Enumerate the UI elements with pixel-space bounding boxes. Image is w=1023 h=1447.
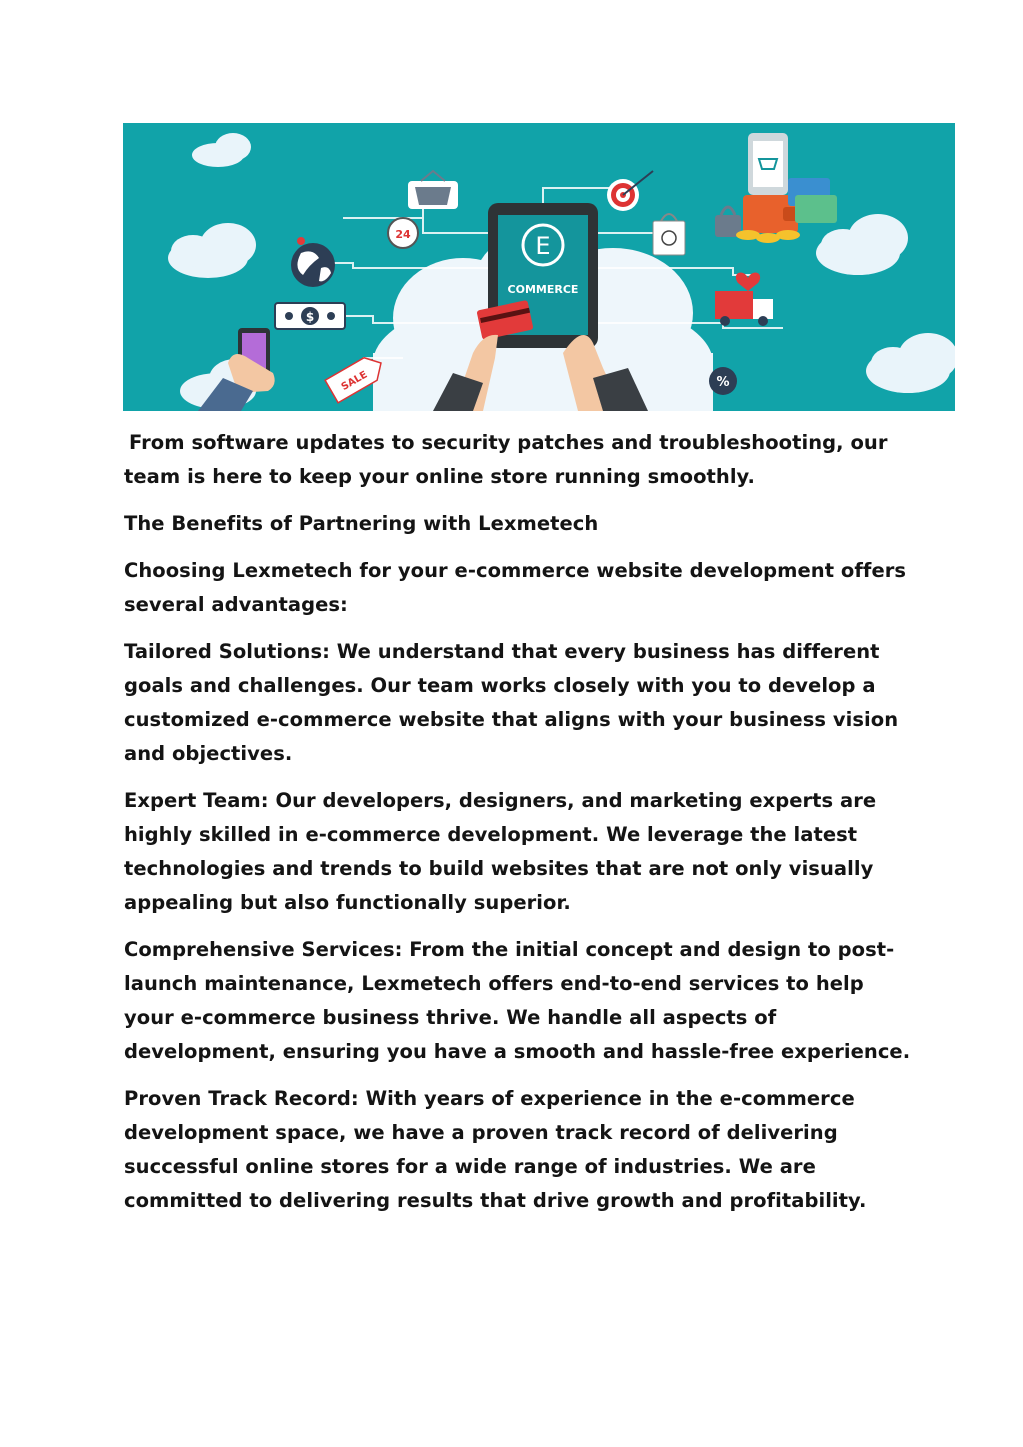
mobile-cart-icon (748, 133, 788, 195)
section-heading: The Benefits of Partnering with Lexmetech (124, 512, 599, 535)
sale-tag-label: SALE (339, 369, 370, 393)
percent-badge-label: % (716, 375, 730, 390)
percent-badge-icon (709, 367, 737, 395)
advantages-intro: Choosing Lexmetech for your e-commerce website development offers several advantages: (124, 559, 907, 616)
ecommerce-hero-image (123, 123, 955, 411)
bank-card-icon (788, 178, 837, 223)
intro-paragraph: From software updates to security patches and troubleshooting, our team is here to keep your online store running smoothly. (124, 431, 888, 488)
tablet-label: COMMERCE (507, 283, 579, 296)
24-hours-icon (388, 218, 418, 248)
expert-team-paragraph: Expert Team: Our developers, designers, and marketing experts are highly skilled in e-commerce development. We leverage the latest technologies and trends to build websites that are not only visually appealing but also functionally superior. (124, 789, 877, 914)
tablet-letter: E (535, 232, 551, 260)
comprehensive-services-paragraph: Comprehensive Services: From the initial concept and design to post-launch maintenance, Lexmetech offers end-to-end services to help your e-commerce business thrive. We handle all aspects of development, ensuring you have a smooth and hassle-free experience. (124, 938, 911, 1063)
money-symbol: $ (305, 310, 315, 324)
24-hours-label: 24 (395, 228, 411, 241)
money-icon (275, 303, 345, 329)
proven-track-record-paragraph: Proven Track Record: With years of experience in the e-commerce development space, we have a proven track record of delivering successful online stores for a wide range of industries. We are committed to delivering results that drive growth and profitability. (124, 1087, 867, 1212)
article-body (124, 426, 914, 1231)
tailored-solutions-paragraph: Tailored Solutions: We understand that every business has different goals and challenges. Our team works closely with you to develop a customized e-commerce website that aligns with your business vision and objectives. (124, 640, 899, 765)
